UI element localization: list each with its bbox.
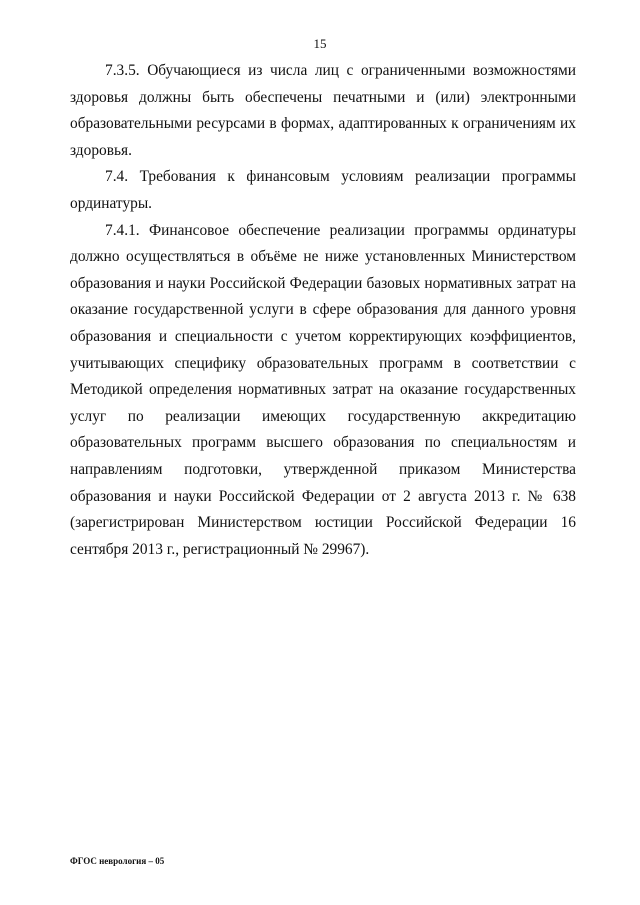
paragraph-7-3-5: 7.3.5. Обучающиеся из числа лиц с ограниченными возможностями здоровья должны быть обеспечены печатными и (или) электронными образовательными ресурсами в формах, адаптированных к ограничениям их здоровья.: [70, 62, 576, 159]
paragraph-7-4: 7.4. Требования к финансовым условиям реализации программы ординатуры.: [70, 168, 576, 212]
page-number: 15: [313, 36, 327, 51]
paragraph-7-4-1: 7.4.1. Финансовое обеспечение реализации программы ординатуры должно осуществляться в объёме не ниже установленных Министерством образования и науки Российской Федерации базовых нормативных затрат на оказание государственной услуги в сфере образования для данного уровня образования и специальности с учетом корректирующих коэффициентов, учитывающих специфику образовательных программ в соответствии с Методикой определения нормативных затрат на оказание государственных услуг по реализации имеющих государственную аккредитацию образовательных программ высшего образования по специальностям и направлениям подготовки, утвержденной приказом Министерства образования и науки Российской Федерации от 2 августа 2013 г. № 638 (зарегистрирован Министерством юстиции Российской Федерации 16 сентября 2013 г., регистрационный № 29967).: [70, 221, 576, 558]
document-body: [70, 58, 576, 563]
footer-label: ФГОС неврология – 05: [70, 856, 165, 866]
